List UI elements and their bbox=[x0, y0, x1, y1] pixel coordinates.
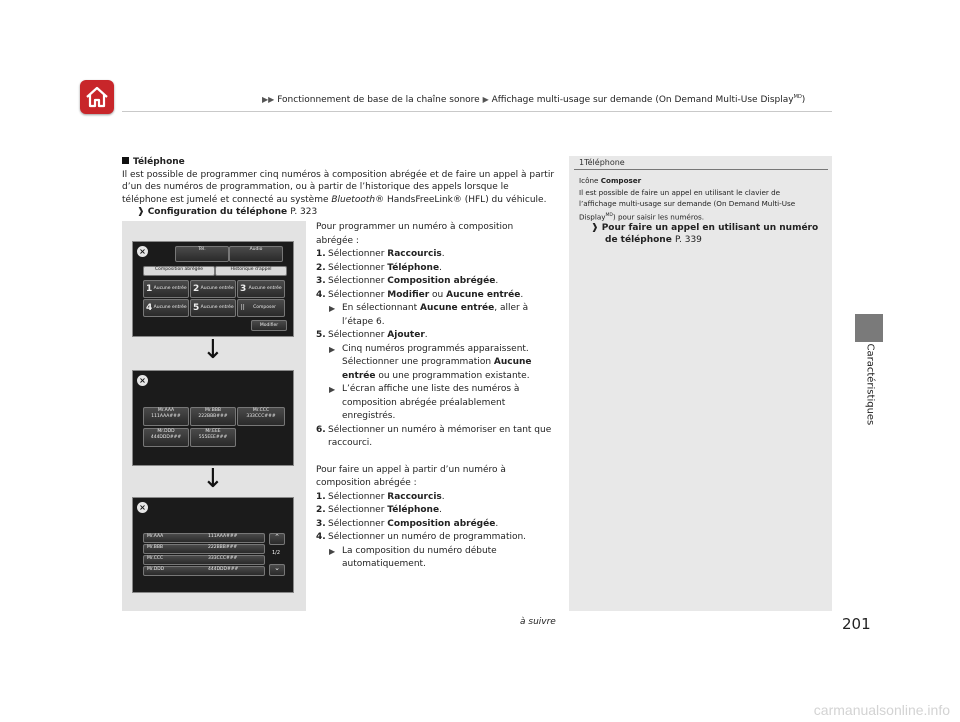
step-note: ▶ Cinq numéros programmés apparaissent. bbox=[316, 343, 566, 357]
list-row[interactable]: Mr.AAA 111AAA### bbox=[143, 533, 265, 543]
section-intro bbox=[122, 156, 562, 206]
speed-dial-entry-4[interactable]: 4 Aucune entrée bbox=[143, 299, 189, 317]
scroll-up-button[interactable] bbox=[269, 533, 285, 545]
screen-speed-dial-list bbox=[132, 497, 294, 593]
note-arrow-icon: ▶ bbox=[329, 344, 336, 354]
breadcrumb-item[interactable]: Affichage multi-usage sur demande (On Demand Multi-Use Display$^{MD}$) bbox=[491, 94, 806, 105]
step-cont: raccourci. bbox=[328, 438, 373, 448]
intro-line: téléphone est jumelé et connecté au système Bluetooth® HandsFreeLink® (HFL) du véhicule. bbox=[122, 194, 547, 205]
cross-reference[interactable]: ❱ Configuration du téléphone P. 323 bbox=[137, 207, 318, 217]
scroll-down-button[interactable] bbox=[269, 564, 285, 576]
chevron-right-icon: ▶ bbox=[482, 95, 489, 104]
tab-tel[interactable]: Tél. bbox=[175, 246, 229, 262]
note-number-icon: 1 bbox=[579, 158, 585, 167]
step: 3. Sélectionner Composition abrégée. bbox=[316, 276, 499, 286]
close-icon[interactable]: × bbox=[137, 246, 148, 257]
speed-dial-entry-3[interactable]: 3 Aucune entrée bbox=[237, 280, 285, 298]
list-row[interactable]: Mr.BBB 222BBB### bbox=[143, 544, 265, 554]
keypad-icon: ⠿ bbox=[240, 304, 246, 312]
tab-call-history[interactable]: Historique d'appel bbox=[215, 266, 287, 276]
steps-intro: Pour programmer un numéro à composition bbox=[316, 222, 514, 232]
step: 2. Sélectionner Téléphone. bbox=[316, 262, 442, 273]
step-note: entrée ou une programmation existante. bbox=[342, 370, 530, 381]
tab-speed-dial[interactable]: Composition abrégée bbox=[143, 266, 215, 276]
info-box-rule bbox=[574, 169, 828, 170]
note-arrow-icon: ▶ bbox=[329, 304, 336, 313]
step: 6. Sélectionner un numéro à mémoriser en tant que bbox=[316, 424, 552, 435]
step: 1. Sélectionner Raccourcis. bbox=[316, 249, 445, 259]
speed-dial-entry-5[interactable]: 5 Aucune entrée bbox=[190, 299, 236, 317]
step-note: automatiquement. bbox=[342, 559, 426, 569]
step: 4. Sélectionner Modifier ou Aucune entrée. bbox=[316, 289, 524, 300]
contact-entry-3[interactable]: Mr.CCC 333CCC### bbox=[237, 407, 285, 426]
list-row[interactable]: Mr.CCC 333CCC### bbox=[143, 555, 265, 565]
step-note: enregistrés. bbox=[342, 411, 396, 421]
screen-speed-dial bbox=[132, 241, 294, 337]
step-note: l’étape 6. bbox=[342, 316, 385, 327]
info-box-reference[interactable]: ❱ Pour faire un appel en utilisant un numéro de téléphone P. 339 bbox=[591, 223, 819, 246]
step: 1. Sélectionner Raccourcis. bbox=[316, 491, 445, 502]
chapter-label: Caractéristiques bbox=[864, 343, 876, 426]
step: 4. Sélectionner un numéro de programmation. bbox=[316, 532, 527, 542]
note-arrow-icon: ▶ bbox=[329, 546, 336, 556]
contact-entry-1[interactable]: Mr.AAA 111AAA### bbox=[143, 407, 189, 426]
watermark: carmanualsonline.info bbox=[813, 702, 950, 718]
speed-dial-entry-2[interactable]: 2 Aucune entrée bbox=[190, 280, 236, 298]
page-indicator: 1/2 bbox=[271, 550, 281, 556]
screen-select-entry bbox=[132, 370, 294, 466]
dial-button[interactable]: ⠿ Composer bbox=[237, 299, 285, 317]
steps-intro: Pour faire un appel à partir d’un numéro à bbox=[316, 464, 506, 475]
steps-intro: abrégée : bbox=[316, 235, 359, 246]
contact-entry-2[interactable]: Mr.BBB 222BBB### bbox=[190, 407, 236, 426]
info-box-text: Icône Composer Il est possible de faire un appel en utilisant le clavier de l’affichage multi-usage sur demande (On Demand Multi-Use Display$^{MD}$) pour saisir les numéros. ❱ Pour faire un appel en utilisant un numéro de téléphone P. 339 bbox=[579, 175, 825, 246]
breadcrumb bbox=[262, 94, 805, 105]
close-icon[interactable]: × bbox=[137, 502, 148, 513]
step-note: ▶ L’écran affiche une liste des numéros à bbox=[316, 383, 566, 397]
page-number: 201 bbox=[842, 615, 871, 633]
reference-icon: ❱ bbox=[591, 223, 599, 234]
section-bullet-icon bbox=[122, 157, 129, 164]
contact-entry-4[interactable]: Mr.DDD 444DDD### bbox=[143, 428, 189, 447]
intro-line: Il est possible de programmer cinq numéros à composition abrégée et de faire un appel à partir bbox=[122, 169, 555, 180]
steps bbox=[316, 221, 566, 572]
step-note: ▶ En sélectionnant Aucune entrée, aller à bbox=[316, 302, 566, 316]
speed-dial-entry-1[interactable]: 1 Aucune entrée bbox=[143, 280, 189, 298]
step: 2. Sélectionner Téléphone. bbox=[316, 505, 442, 515]
header-rule bbox=[122, 111, 832, 112]
section-title: Téléphone bbox=[133, 157, 185, 167]
tab-audio[interactable]: Audio bbox=[229, 246, 283, 262]
chevron-up-icon: ⌃ bbox=[274, 533, 280, 541]
arrow-down-icon: ↓ bbox=[202, 335, 224, 365]
step-note: composition abrégée préalablement bbox=[342, 397, 506, 408]
home-icon bbox=[80, 80, 114, 114]
chevron-right-icon: ▶▶ bbox=[262, 95, 275, 104]
info-box-title: 1Téléphone bbox=[579, 158, 625, 167]
continued-label: à suivre bbox=[520, 617, 556, 627]
breadcrumb-item[interactable]: Fonctionnement de base de la chaîne sonore bbox=[277, 95, 480, 105]
edit-button[interactable]: Modifier bbox=[251, 320, 287, 331]
step: 3. Sélectionner Composition abrégée. bbox=[316, 518, 499, 529]
list-row[interactable]: Mr.DDD 444DDD### bbox=[143, 566, 265, 576]
step: 5. Sélectionner Ajouter. bbox=[316, 330, 428, 340]
figure-panel bbox=[122, 221, 306, 611]
home-button[interactable] bbox=[80, 80, 114, 114]
intro-line: d’un des numéros de programmation, ou à partir de l’historique des appels lorsque le bbox=[122, 182, 509, 192]
step-note: Sélectionner une programmation Aucune bbox=[342, 357, 532, 367]
arrow-down-icon: ↓ bbox=[202, 464, 224, 494]
note-arrow-icon: ▶ bbox=[329, 385, 336, 394]
close-icon[interactable]: × bbox=[137, 375, 148, 386]
chevron-down-icon: ⌄ bbox=[274, 564, 280, 572]
contact-entry-5[interactable]: Mr.EEE 555EEE### bbox=[190, 428, 236, 447]
steps-intro: composition abrégée : bbox=[316, 478, 417, 488]
reference-icon: ❱ bbox=[137, 207, 145, 217]
step-note: ▶ La composition du numéro débute bbox=[316, 545, 566, 559]
chapter-tab[interactable] bbox=[855, 314, 883, 342]
